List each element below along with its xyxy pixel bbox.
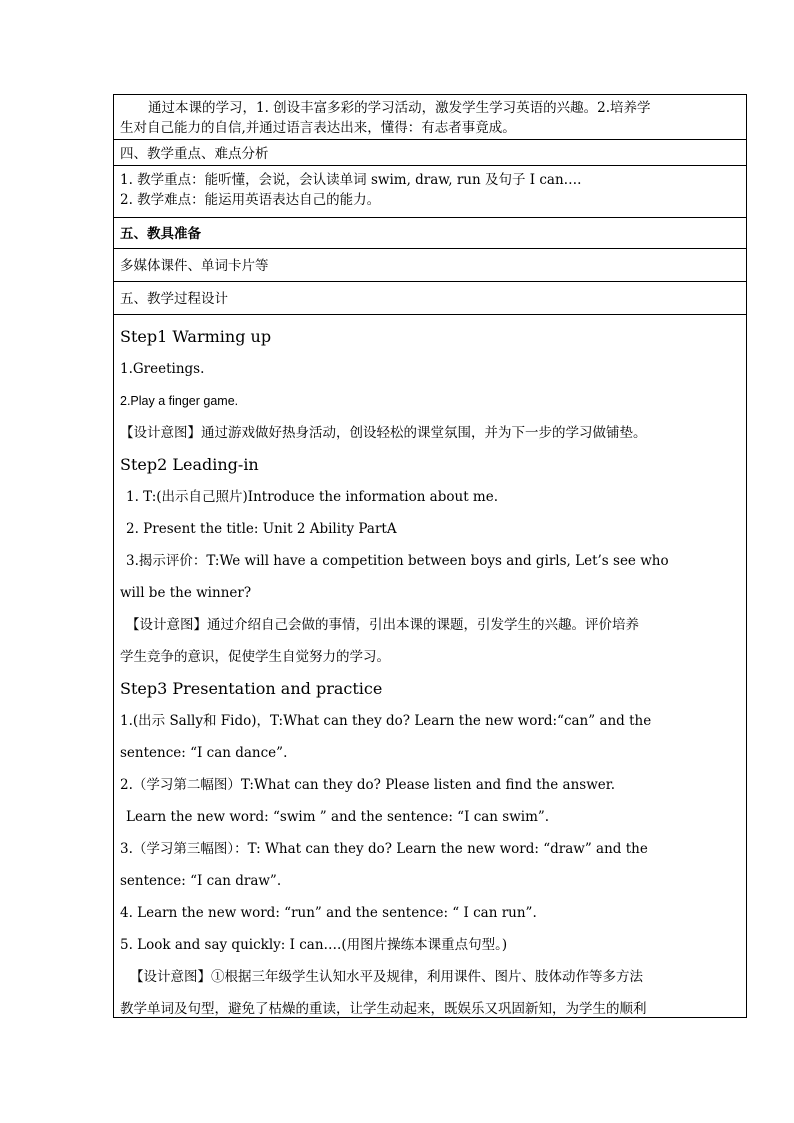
step3-line-5: 3.（学习第三幅图）：T: What can they do? Learn the new word: “draw” and the bbox=[120, 841, 648, 857]
step1-line-2: 2.Play a finger game. bbox=[120, 394, 239, 408]
key-point-2: 2. 教学难点：能运用英语表达自己的能力。 bbox=[120, 192, 381, 208]
process-row bbox=[114, 315, 746, 1018]
materials-text: 多媒体课件、单词卡片等 bbox=[120, 258, 269, 274]
step3-line-1: 1.(出示 Sally和 Fido)，T:What can they do? Learn the new word:“can” and the bbox=[120, 713, 652, 729]
step1-intent: 【设计意图】通过游戏做好热身活动，创设轻松的课堂氛围，并为下一步的学习做铺垫。 bbox=[120, 425, 647, 441]
step3-line-8: 5. Look and say quickly: I can….(用图片操练本课重点句型。) bbox=[120, 937, 508, 953]
step3-line-3: 2.（学习第二幅图）T:What can they do? Please listen and find the answer. bbox=[120, 777, 616, 793]
step2-title: Step2 Leading-in bbox=[120, 455, 259, 474]
materials-heading: 五、教具准备 bbox=[120, 226, 201, 242]
goals-line-1: 通过本课的学习，1. 创设丰富多彩的学习活动，激发学生学习英语的兴趣。2.培养学 bbox=[148, 100, 651, 116]
step3-intent-2: 教学单词及句型，避免了枯燥的重读，让学生动起来，既娱乐又巩固新知，为学生的顺利 bbox=[120, 1001, 647, 1017]
step2-line-4: will be the winner? bbox=[120, 585, 252, 601]
materials-row bbox=[114, 249, 746, 282]
key-points-row bbox=[114, 166, 746, 218]
key-points-heading-row bbox=[114, 140, 746, 166]
process-heading-row bbox=[114, 282, 746, 315]
materials-heading-row bbox=[114, 218, 746, 249]
process-heading: 五、教学过程设计 bbox=[120, 291, 228, 307]
step1-title: Step1 Warming up bbox=[120, 327, 272, 346]
step3-line-6: sentence: “I can draw”. bbox=[120, 873, 282, 889]
step2-line-2: 2. Present the title: Unit 2 Ability PartA bbox=[126, 521, 397, 537]
step3-title: Step3 Presentation and practice bbox=[120, 679, 383, 698]
step2-line-1: 1. T:(出示自己照片)Introduce the information about me. bbox=[126, 489, 498, 505]
step2-intent-2: 学生竞争的意识，促使学生自觉努力的学习。 bbox=[120, 649, 390, 665]
step2-line-3: 3.揭示评价：T:We will have a competition between boys and girls, Let’s see who bbox=[126, 553, 669, 569]
key-points-heading: 四、教学重点、难点分析 bbox=[120, 146, 269, 162]
step3-line-2: sentence: “I can dance”. bbox=[120, 745, 288, 761]
step3-line-4: Learn the new word: “swim ” and the sentence: “I can swim”. bbox=[126, 809, 550, 825]
step3-intent-1: 【设计意图】①根据三年级学生认知水平及规律，利用课件、图片、肢体动作等多方法 bbox=[130, 969, 643, 985]
step3-line-7: 4. Learn the new word: “run” and the sentence: “ I can run”. bbox=[120, 905, 537, 921]
key-point-1: 1. 教学重点：能听懂，会说，会认读单词 swim, draw, run 及句子 I can…. bbox=[120, 172, 582, 188]
goals-row bbox=[114, 95, 746, 140]
step2-intent-1: 【设计意图】通过介绍自己会做的事情，引出本课的课题，引发学生的兴趣。评价培养 bbox=[126, 617, 639, 633]
step1-line-1: 1.Greetings. bbox=[120, 361, 205, 377]
goals-line-2: 生对自己能力的自信,并通过语言表达出来，懂得：有志者事竟成。 bbox=[120, 120, 516, 136]
lesson-plan-table bbox=[113, 94, 747, 1018]
